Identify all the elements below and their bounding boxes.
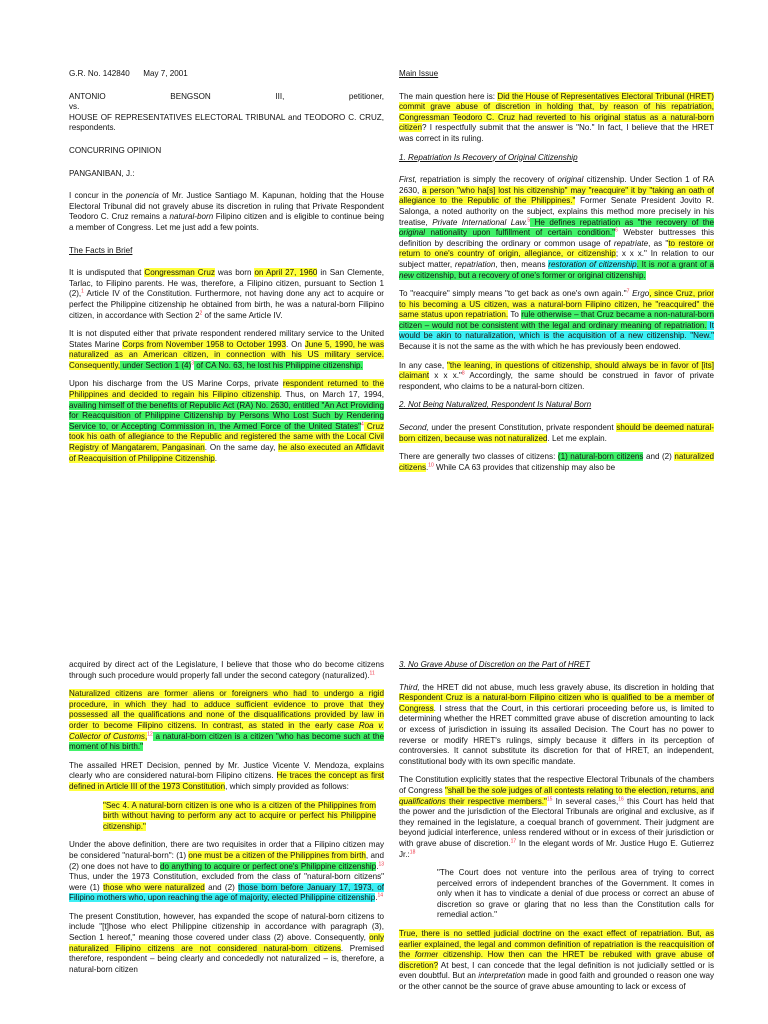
footnote-ref[interactable]: 15 xyxy=(546,795,553,802)
section-1-heading: 1. Repatriation Is Recovery of Original Citizenship xyxy=(399,152,578,162)
left-column xyxy=(69,69,384,472)
section-2-paragraph-1: Second, under the present Constitution, private respondent should be deemed natural-born citizen, because was not naturalized. Let me explain. xyxy=(399,423,714,443)
section-3-heading: 3. No Grave Abuse of Discretion on the Part of HRET xyxy=(399,660,590,669)
footnote-ref[interactable]: 14 xyxy=(377,892,384,899)
right-column xyxy=(399,69,714,481)
footnote-ref[interactable]: 6 xyxy=(614,227,618,234)
section-3-paragraph-1: Third, the HRET did not abuse, much less gravely abuse, its discretion in holding that Respondent Cruz is a natural-born Filipino citizen who is qualified to be a member of Congress. I stress that the Court, in this certiorari proceeding before us, is limited to determining whether the HRET committed grave abuse of discretion amounting to lack or excess of jurisdiction in issuing its assailed Decision. The Court has no power to reverse or modify HRET's rulings, simply because it differs in its perception of controversies. It cannot substitute its discretion for that of HRET, an independent, constitutional body with its own specific mandate. xyxy=(399,682,714,766)
continued-paragraph: acquired by direct act of the Legislature, I believe that those who do become citizens through such procedure would properly fall under the second category (naturalized).$^{11}$ xyxy=(69,660,384,680)
footnote-ref[interactable]: 18 xyxy=(409,848,416,855)
section-3-paragraph-2: The Constitution explicitly states that the respective Electoral Tribunals of the chambers of Congress "shall be the sole judges of all contests relating to the election, returns, and qualifications their respective members."$^{15}$ In several cases,$^{16}$ this Court has held that the power and the jurisdiction of the Electoral Tribunals are original and exclusive, as if they remained in the legislature, a coequal branch of government. Their judgment are beyond judicial interference, unless rendered without or in excess of their jurisdiction or with grave abuse of discretion.$^{17}$ In the elegant words of Mr. Justice Hugo E. Gutierrez Jr.:$^{18}$ xyxy=(399,775,715,859)
footnote-ref[interactable]: 16 xyxy=(618,795,624,802)
footnote-ref[interactable]: 13 xyxy=(378,860,384,867)
parties-petitioner: ANTONIO BENGSON III, petitioner, xyxy=(69,91,384,101)
naturalized-paragraph: Naturalized citizens are former aliens or foreigners who had to undergo a rigid procedure, in which they had to adduce sufficient evidence to prove that they possessed all the qualifications and none of the disqualifications provided by law in order to become Filipino citizens. In contrast, as stated in the early case Roa v. Collector of Customs,$^{12}$ a natural-born citizen is a citizen "who has become such at the moment of his birth." xyxy=(69,689,384,752)
facts-paragraph-1: It is undisputed that Congressman Cruz was born on April 27, 1960 in San Clemente, Tarlac, to Filipino parents. He was, therefore, a Filipino citizen, pursuant to Section 1 (2),$^1$ Article IV of the Constitution. Furthermore, not having done any act to acquire or perfect the Philippine citizenship he obtained from birth, he was a natural-born Filipino citizen, in accordance with Section $2^2$ of the same Article IV. xyxy=(69,268,384,320)
main-issue-paragraph: The main question here is: Did the House of Representatives Electoral Tribunal (HRET) commit grave abuse of discretion in holding that, by reason of his repatriation, Congressman Teodoro C. Cruz had reverted to his original status as a natural-born citizen? I respectfully submit that the answer is "No." In fact, I believe that the HRET was correct in its ruling. xyxy=(399,91,714,143)
case-number-line: G.R. No. 142840 May 7, 2001 xyxy=(69,69,188,78)
section-2-heading: 2. Not Being Naturalized, Respondent Is Natural Born xyxy=(399,400,592,410)
page-break xyxy=(0,610,768,655)
facts-paragraph-2: It is not disputed either that private respondent rendered military service to the United States Marine Corps from November 1958 to October 1993. On June 5, 1990, he was naturalized as an American citizen, in connection with his US military service. Consequently, under Section 1 $(4)^3$ of CA No. 63, he lost his Philippine citizenship. xyxy=(69,329,385,370)
main-issue-heading: Main Issue xyxy=(399,69,439,78)
footnote-ref[interactable]: 2 xyxy=(199,309,203,316)
footnote-ref[interactable]: 11 xyxy=(369,669,375,676)
parties-vs: vs. xyxy=(69,102,80,112)
section-3-paragraph-3: True, there is no settled judicial doctrine on the exact effect of repatriation. But, as earlier explained, the legal and common definition of repatriation is the reacquisition of the former citizenship. How then can the HRET be rebuked with grave abuse of discretion? At best, I can concede that the legal definition is not judicially settled or is even doubtful. But an interpretation made in good faith and grounded o reason one way or the other cannot be the source of grave abuse amounting to lack or excess of xyxy=(399,929,714,992)
footnote-ref[interactable]: 17 xyxy=(510,838,517,845)
facts-paragraph-3: Upon his discharge from the US Marine Corps, private respondent returned to the Philippines and decided to regain his Filipino citizenship. Thus, on March 17, 1994, availing himself of the benefits of Republic Act (RA) No. 2630, entitled "An Act Providing for Reacquisition of Philippine Citizenship by Persons Who Lost Such by Rendering Service to, or Accepting Commission in, the Armed Force of the United States"$^4$ Cruz took his oath of allegiance to the Republic and registered the same with the Local Civil Registry of Mangatarem, Pangasinan. On the same day, he also executed an Affidavit of Reacquisition of Philippine Citizenship. xyxy=(69,379,384,463)
parties-respondents: HOUSE OF REPRESENTATIVES ELECTORAL TRIBUNAL and TEODORO C. CRUZ, respondents. xyxy=(69,112,384,133)
document-page-2 xyxy=(0,655,768,1024)
footnote-ref[interactable]: 4 xyxy=(360,421,364,428)
footnote-ref[interactable]: 8 xyxy=(461,370,465,377)
footnote-ref[interactable]: 7 xyxy=(626,288,630,295)
footnote-ref[interactable]: 3 xyxy=(191,360,195,367)
requisites-paragraph: Under the above definition, there are two requisites in order that a Filipino citizen may be considered "natural-born": (1) one must be a citizen of the Philippines from birth, and (2) one does not have to do anything to acquire or perfect one's Philippine citizenship.$^{13}$ Thus, under the 1973 Constitution, excluded from the class of "natural-born citizens" were (1) those who were naturalized and (2) those born before January 17, 1973, of Filipino mothers who, upon reaching the age of majority, elected Philippine citizenship.$^{14}$ xyxy=(69,840,384,903)
footnote-ref[interactable]: 1 xyxy=(81,288,84,295)
block-quote-gutierrez: "The Court does not venture into the perilous area of trying to correct perceived errors of independent branches of the Government. It comes in only when it has to vindicate a denial of due process or correct an abuse of discretion so grave or glaring that no less than the Constitution calls for remedial action." xyxy=(437,868,714,920)
section-1-paragraph-2: To "reacquire" simply means "to get back as one's own again."$^7$ Ergo, since Cruz, prior to his becoming a US citizen, was a natural-born Filipino citizen, he "reacquired" the same status upon repatriation. To rule otherwise – that Cruz became a non-natural-born citizen – would not be consistent with the legal and ordinary meaning of repatriation. It would be akin to naturalization, which is the acquisition of a new citizenship. "New." Because it is not the same as the with which he has previously been endowed. xyxy=(399,288,714,352)
intro-paragraph: I concur in the ponencia of Mr. Justice Santiago M. Kapunan, holding that the House Electoral Tribunal did not gravely abuse its discretion in ruling that Private Respondent Teodoro C. Cruz remains a natural-born Filipino citizen and is eligible to continue being a member of Congress. Let me just add a few points. xyxy=(69,191,385,232)
author-line: PANGANIBAN, J.: xyxy=(69,168,135,178)
block-quote-sec4: "Sec 4. A natural-born citizen is one who is a citizen of the Philippines from birth without having to perform any act to acquire or perfect his Philippine citizenship." xyxy=(103,800,376,831)
section-1-paragraph-3: In any case, "the leaning, in questions of citizenship, should always be in favor of [its] claimant x x x."$^8$ Accordingly, the same should be construed in favor of private respondent, who claims to be a natural-born citizen. xyxy=(399,360,714,391)
present-constitution-paragraph: The present Constitution, however, has expanded the scope of natural-born citizens to include "[t]hose who elect Philippine citizenship in accordance with paragraph (3), Section 1 hereof," meaning those covered under class (2) above. Consequently, only naturalized Filipino citizens are not considered natural-born citizens. Premised therefore, respondent – being clearly and concededly not naturalized – is, therefore, a natural-born citizen xyxy=(69,911,384,974)
right-column xyxy=(399,660,714,1001)
left-column xyxy=(69,660,384,983)
section-1-paragraph-1: First, repatriation is simply the recovery of original citizenship. Under Section 1 of RA 2630, a person "who ha[s] lost his citizenship" may "reacquire" it by "taking an oath of allegiance to the Republic of the Philippines." Former Senate President Jovito R. Salonga, a noted authority on the subject, explains this method more precisely in his treatise, Private International Law.$^5$ He defines repatriation as "the recovery of the original nationality upon fulfillment of certain condition."$^6$ Webster buttresses this definition by describing the ordinary or common usage of repatriate, as "to restore or return to one's country of origin, allegiance, or citizenship; x x x." In relation to our subject matter, repatriation, then, means restoration of citizenship. It is not a grant of a new citizenship, but a recovery of one's former or original citizenship. xyxy=(399,175,715,280)
footnote-ref[interactable]: 10 xyxy=(428,462,434,469)
section-2-paragraph-2: There are generally two classes of citizens: (1) natural-born citizens and (2) naturalized citizens.$^{10}$ While CA 63 provides that citizenship may also be xyxy=(399,452,714,472)
opinion-type: CONCURRING OPINION xyxy=(69,145,162,155)
footnote-ref[interactable]: 12 xyxy=(147,730,153,737)
footnote-ref[interactable]: 5 xyxy=(527,216,531,223)
facts-heading: The Facts in Brief xyxy=(69,245,133,255)
hret-decision-paragraph: The assailed HRET Decision, penned by Mr. Justice Vicente V. Mendoza, explains clearly who are considered natural-born Filipino citizens. He traces the concept as first defined in Article III of the 1973 Constitution, which simply provided as follows: xyxy=(69,760,384,791)
